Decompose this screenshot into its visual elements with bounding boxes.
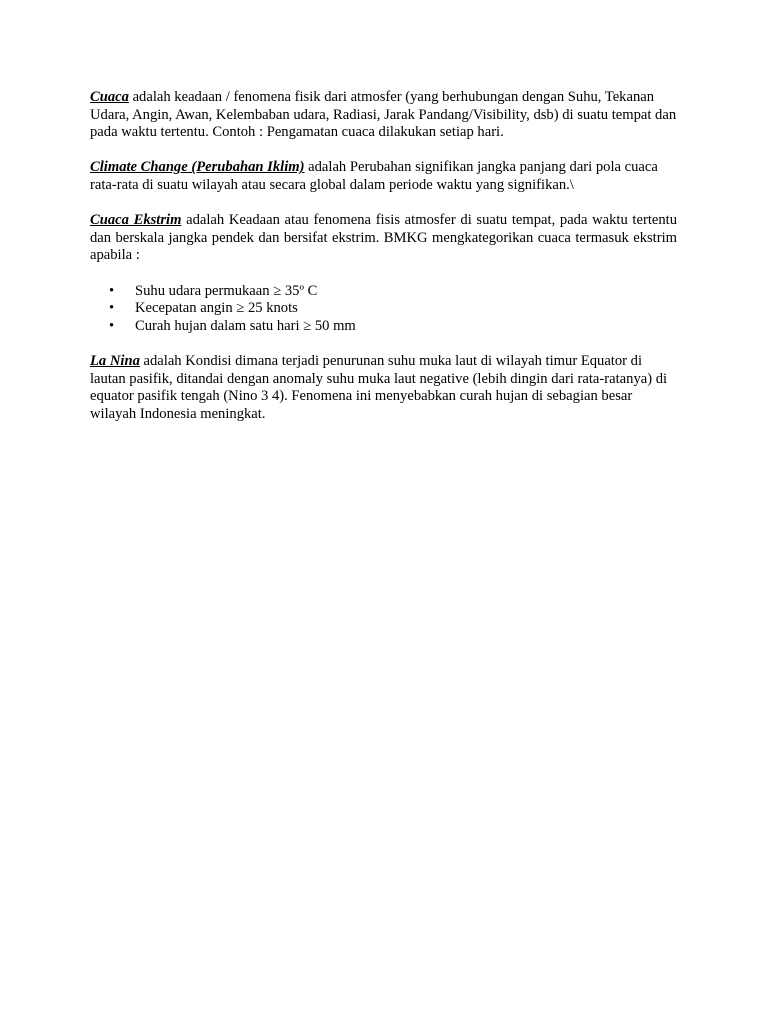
list-item xyxy=(109,283,677,301)
document-page xyxy=(90,89,677,441)
term-cuaca: Cuaca xyxy=(90,89,129,105)
paragraph-cuaca xyxy=(90,89,677,142)
term-climate-change: Climate Change (Perubahan Iklim) xyxy=(90,159,305,176)
term-la-nina: La Nina xyxy=(90,352,140,369)
definition-cuaca-ekstrim: adalah Keadaan atau fenomena fisis atmosfer di suatu tempat, pada waktu tertentu dan berskala jangka pendek dan bersifat ekstrim. BMKG mengkategorikan cuaca termasuk ekstrim apabila : xyxy=(90,212,677,264)
term-cuaca-ekstrim: Cuaca Ekstrim xyxy=(90,212,182,229)
definition-climate-change: adalah Perubahan signifikan jangka panjang dari pola cuaca rata-rata di suatu wilayah atau secara global dalam periode waktu yang signifikan.\ xyxy=(90,159,658,193)
paragraph-climate-change xyxy=(90,159,677,194)
paragraph-cuaca-ekstrim xyxy=(90,212,677,265)
bullet-icon: • xyxy=(109,317,115,334)
criterion-temperature: Suhu udara permukaan ≥ 35º C xyxy=(135,282,318,299)
bullet-icon: • xyxy=(109,282,115,299)
paragraph-la-nina xyxy=(90,353,677,423)
extreme-weather-criteria-list xyxy=(90,283,677,336)
criterion-wind-speed: Kecepatan angin ≥ 25 knots xyxy=(135,300,298,317)
list-item xyxy=(109,318,677,336)
definition-cuaca: adalah keadaan / fenomena fisik dari atmosfer (yang berhubungan dengan Suhu, Tekanan Udara, Angin, Awan, Kelembaban udara, Radiasi, Jarak Pandang/Visibility, dsb) di suatu tempat dan pada waktu tertentu. Contoh : Pengamatan cuaca dilakukan setiap hari. xyxy=(90,89,677,141)
criterion-rainfall: Curah hujan dalam satu hari ≥ 50 mm xyxy=(135,317,356,334)
bullet-icon: • xyxy=(109,300,115,317)
list-item xyxy=(109,300,677,318)
definition-la-nina: adalah Kondisi dimana terjadi penurunan suhu muka laut di wilayah timur Equator di lautan pasifik, ditandai dengan anomaly suhu muka laut negative (lebih dingin dari rata-ratanya) di equator pasifik tengah (Nino 3 4). Fenomena ini menyebabkan curah hujan di sebagian besar wilayah Indonesia meningkat. xyxy=(90,352,668,422)
